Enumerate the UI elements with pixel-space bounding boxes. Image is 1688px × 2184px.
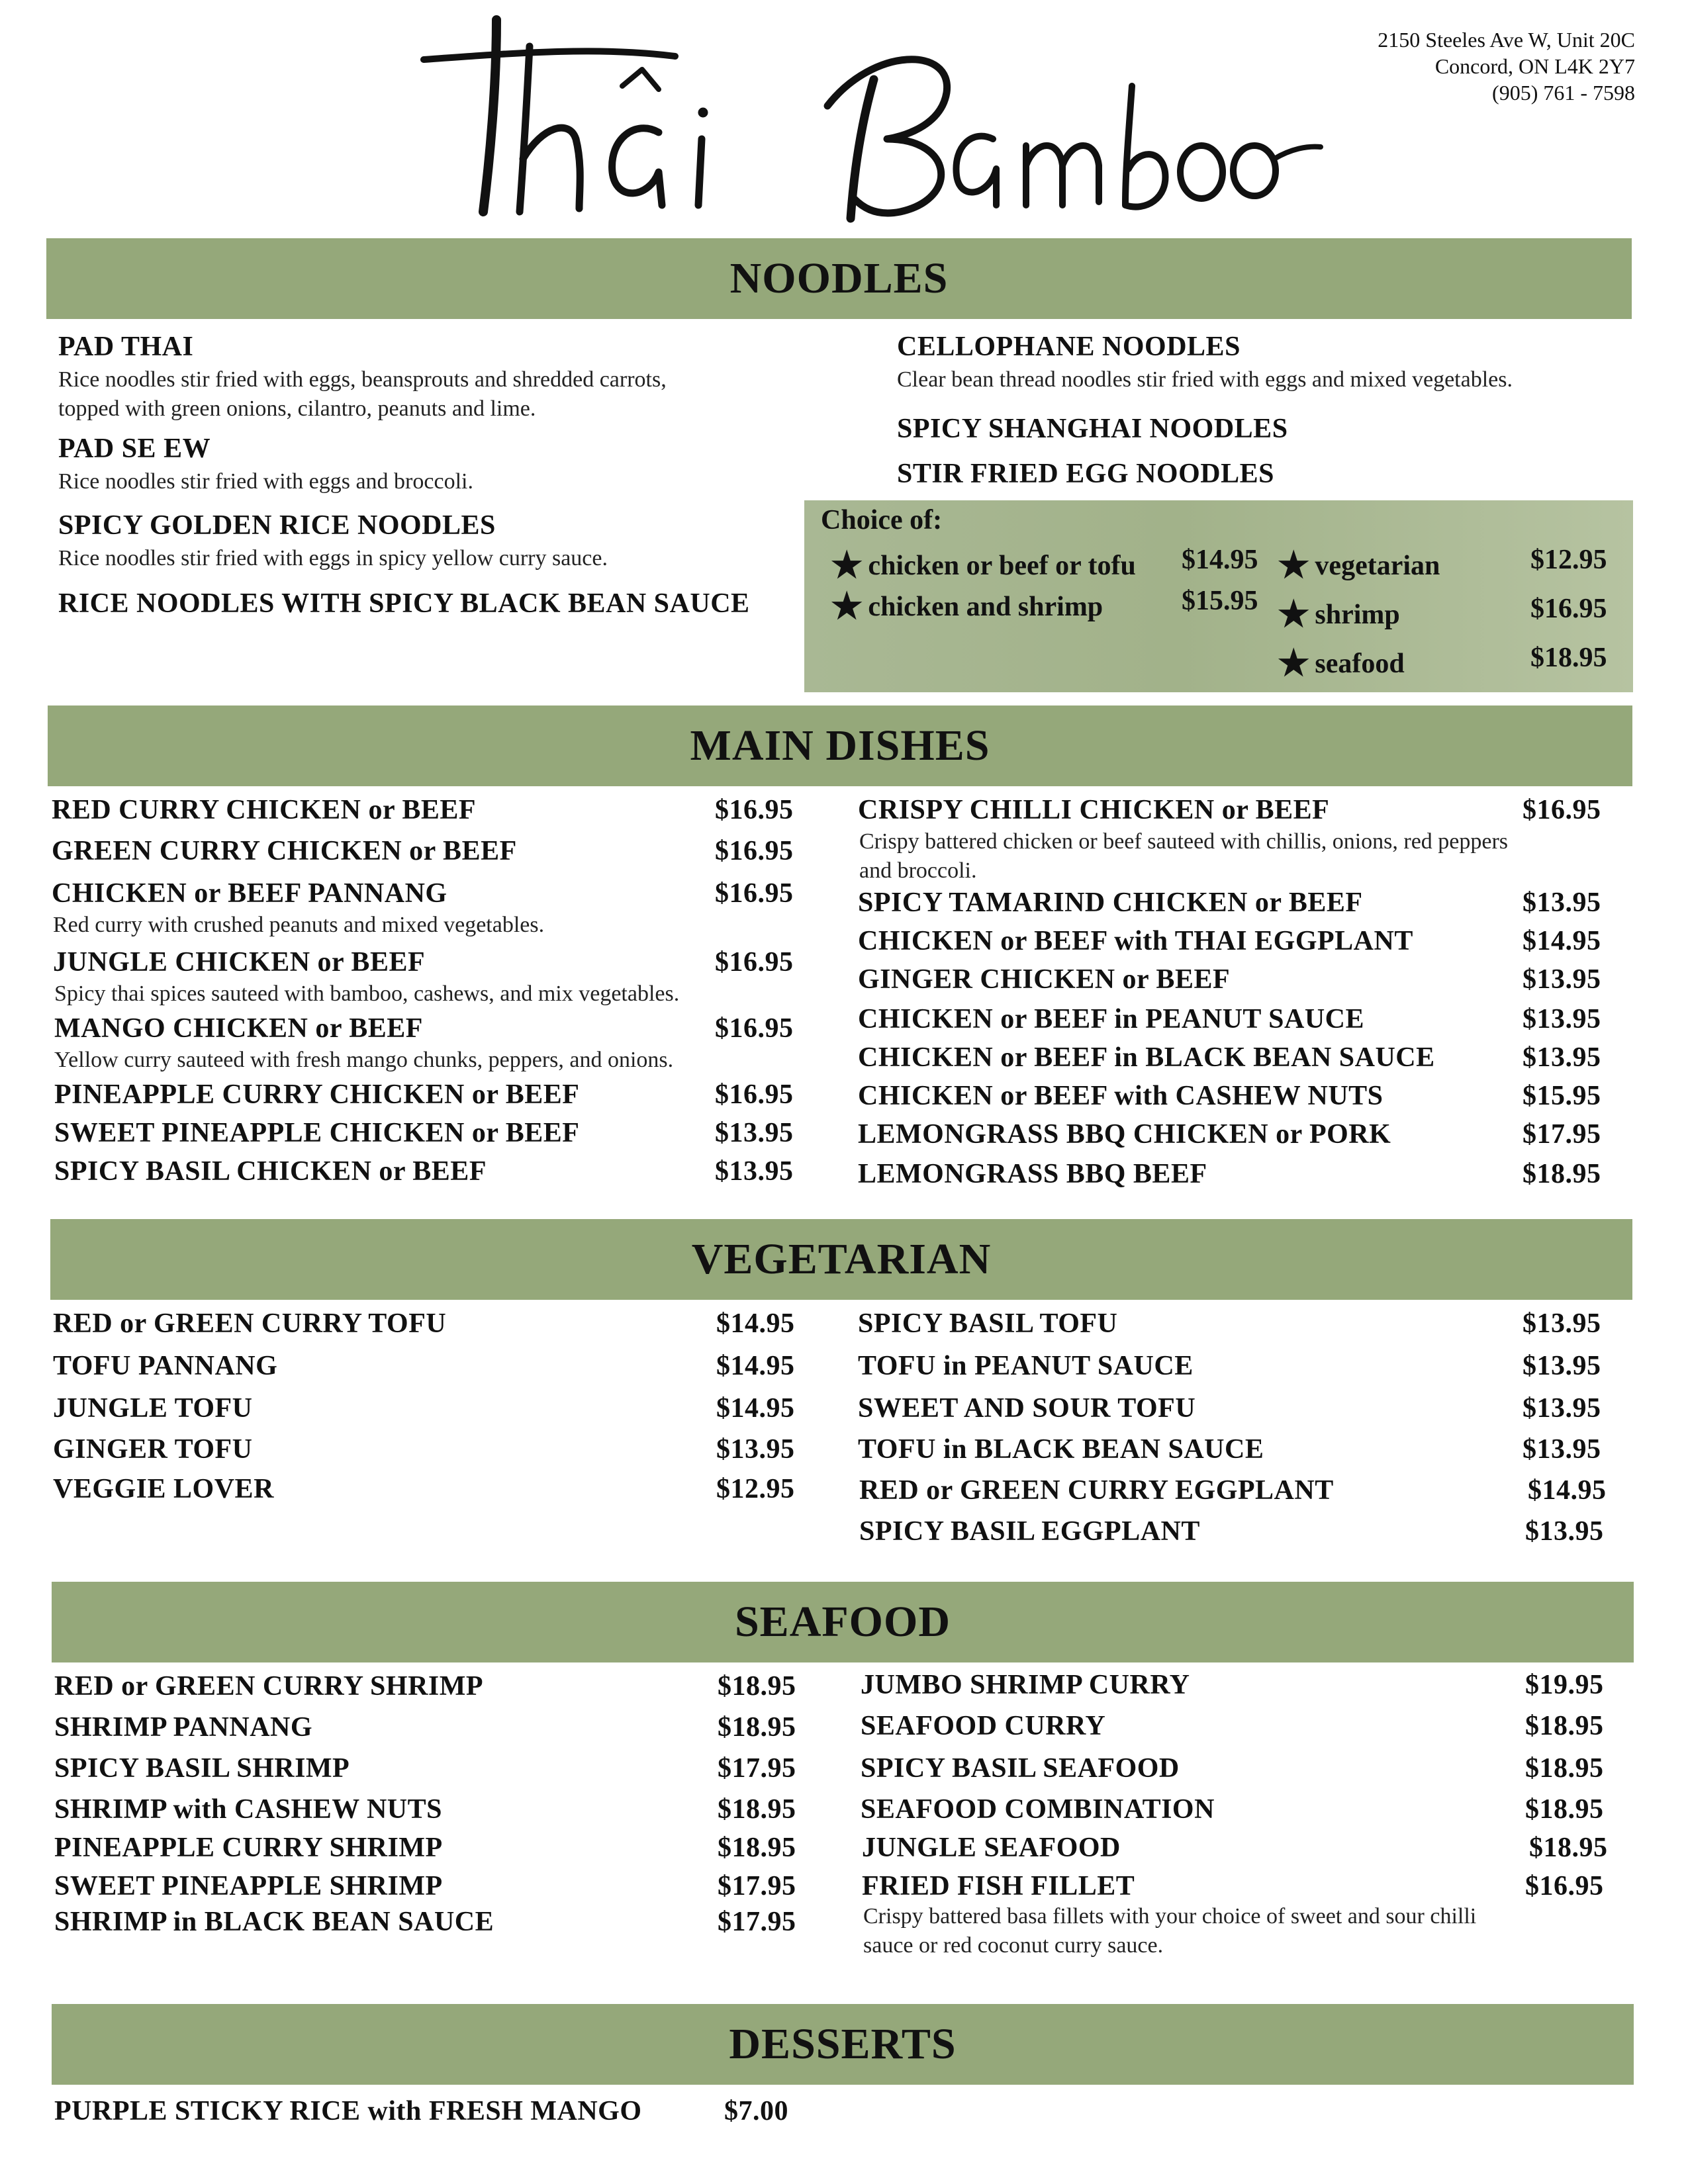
menu-item-desc: and broccoli. <box>859 858 977 883</box>
noodle-item: SPICY SHANGHAI NOODLES <box>897 414 1288 444</box>
choice-option: ★ shrimp <box>1278 594 1400 634</box>
menu-item-name: SHRIMP in BLACK BEAN SAUCE <box>54 1907 494 1937</box>
menu-item-name: GINGER CHICKEN or BEEF <box>858 964 1231 995</box>
menu-item-name: CHICKEN or BEEF with CASHEW NUTS <box>858 1081 1383 1111</box>
choice-price: $18.95 <box>1530 643 1607 673</box>
address-line1: 2150 Steeles Ave W, Unit 20C <box>1378 28 1635 52</box>
menu-item-price: $13.95 <box>715 1118 794 1148</box>
noodle-item: CELLOPHANE NOODLES <box>897 332 1241 362</box>
menu-item-price: $18.95 <box>718 1671 796 1702</box>
choice-option: ★ vegetarian <box>1278 545 1440 585</box>
menu-item-name: SPICY TAMARIND CHICKEN or BEEF <box>858 887 1363 918</box>
seafood-heading: SEAFOOD <box>734 1598 951 1646</box>
choice-price: $15.95 <box>1182 586 1258 616</box>
menu-item-price: $13.95 <box>1523 1393 1601 1424</box>
noodle-desc: Rice noodles stir fried with eggs and broccoli. <box>58 469 473 494</box>
noodle-item: PAD THAI <box>58 332 194 362</box>
star-icon: ★ <box>831 545 863 585</box>
noodle-desc: topped with green onions, cilantro, peanuts and lime. <box>58 396 536 421</box>
menu-item-price: $19.95 <box>1525 1670 1604 1700</box>
menu-item-price: $17.95 <box>1523 1119 1601 1150</box>
menu-item-desc: sauce or red coconut curry sauce. <box>863 1933 1164 1958</box>
menu-item-name: CHICKEN or BEEF in BLACK BEAN SAUCE <box>858 1042 1435 1073</box>
menu-item-name: SHRIMP PANNANG <box>54 1712 313 1743</box>
noodles-section-bar <box>46 238 1632 319</box>
noodle-item: PAD SE EW <box>58 433 211 464</box>
menu-item-price: $16.95 <box>1525 1871 1604 1901</box>
menu-item-price: $15.95 <box>1523 1081 1601 1111</box>
star-icon: ★ <box>1278 643 1310 683</box>
vegetarian-heading: VEGETARIAN <box>691 1235 992 1283</box>
menu-item-price: $13.95 <box>1525 1516 1604 1547</box>
menu-item-name: JUNGLE CHICKEN or BEEF <box>53 947 426 978</box>
star-icon: ★ <box>831 586 863 626</box>
address-line2: Concord, ON L4K 2Y7 <box>1434 54 1635 78</box>
menu-item-price: $16.95 <box>715 795 794 825</box>
menu-item-price: $18.95 <box>1525 1711 1604 1741</box>
menu-item-price: $18.95 <box>718 1833 796 1863</box>
vegetarian-section-bar <box>50 1219 1632 1300</box>
menu-item-price: $13.95 <box>715 1156 794 1187</box>
menu-item-price: $17.95 <box>718 1907 796 1937</box>
menu-item-name: RED or GREEN CURRY SHRIMP <box>54 1671 484 1702</box>
menu-item-price: $12.95 <box>716 1474 795 1504</box>
noodle-desc: Clear bean thread noodles stir fried with eggs and mixed vegetables. <box>897 367 1513 392</box>
menu-item-name: SHRIMP with CASHEW NUTS <box>54 1794 443 1825</box>
menu-item-name: TOFU PANNANG <box>53 1351 278 1381</box>
menu-item-name: SEAFOOD COMBINATION <box>861 1794 1215 1825</box>
noodle-item: RICE NOODLES WITH SPICY BLACK BEAN SAUCE <box>58 588 750 619</box>
choice-option: ★ seafood <box>1278 643 1405 683</box>
menu-item-name: SWEET AND SOUR TOFU <box>858 1393 1196 1424</box>
menu-item-price: $14.95 <box>716 1393 795 1424</box>
menu-item-price: $17.95 <box>718 1871 796 1901</box>
menu-item-name: GINGER TOFU <box>53 1434 253 1465</box>
menu-item-desc: Red curry with crushed peanuts and mixed vegetables. <box>53 913 545 937</box>
menu-item-price: $14.95 <box>716 1308 795 1339</box>
menu-item-price: $16.95 <box>715 836 794 866</box>
restaurant-address <box>1258 26 1635 106</box>
menu-item-price: $13.95 <box>1523 1308 1601 1339</box>
menu-item-name: CHICKEN or BEEF in PEANUT SAUCE <box>858 1004 1365 1034</box>
menu-item-name: TOFU in PEANUT SAUCE <box>858 1351 1194 1381</box>
menu-item-desc: Crispy battered basa fillets with your choice of sweet and sour chilli <box>863 1904 1477 1929</box>
menu-item-price: $18.95 <box>1525 1753 1604 1784</box>
menu-item-name: RED or GREEN CURRY TOFU <box>53 1308 447 1339</box>
choice-option: ★ chicken and shrimp <box>831 586 1103 626</box>
menu-item-name: LEMONGRASS BBQ BEEF <box>858 1159 1207 1189</box>
menu-item-price: $18.95 <box>1525 1794 1604 1825</box>
main-dishes-heading: MAIN DISHES <box>690 721 990 770</box>
menu-item-price: $14.95 <box>1523 926 1601 956</box>
menu-item-name: TOFU in BLACK BEAN SAUCE <box>858 1434 1264 1465</box>
choice-price: $12.95 <box>1530 545 1607 575</box>
menu-item-name: SPICY BASIL EGGPLANT <box>859 1516 1200 1547</box>
menu-item-name: VEGGIE LOVER <box>53 1474 274 1504</box>
menu-item-name: SWEET PINEAPPLE SHRIMP <box>54 1871 443 1901</box>
star-icon: ★ <box>1278 594 1310 634</box>
menu-item-price: $13.95 <box>1523 1004 1601 1034</box>
menu-item-name: GREEN CURRY CHICKEN or BEEF <box>52 836 517 866</box>
menu-item-name: SEAFOOD CURRY <box>861 1711 1106 1741</box>
menu-item-price: $7.00 <box>724 2096 788 2126</box>
main-dishes-section-bar <box>48 705 1632 786</box>
choice-price: $16.95 <box>1530 594 1607 624</box>
menu-item-desc: Crispy battered chicken or beef sauteed with chillis, onions, red peppers <box>859 829 1509 854</box>
menu-item-price: $16.95 <box>715 878 794 909</box>
menu-item-price: $16.95 <box>715 1013 794 1044</box>
menu-item-name: JUNGLE TOFU <box>53 1393 253 1424</box>
noodle-item: SPICY GOLDEN RICE NOODLES <box>58 510 496 541</box>
menu-item-price: $18.95 <box>718 1794 796 1825</box>
menu-item-name: SPICY BASIL SHRIMP <box>54 1753 350 1784</box>
menu-item-price: $14.95 <box>716 1351 795 1381</box>
menu-item-price: $16.95 <box>715 1079 794 1110</box>
menu-item-name: MANGO CHICKEN or BEEF <box>54 1013 423 1044</box>
menu-item-name: JUMBO SHRIMP CURRY <box>861 1670 1190 1700</box>
menu-item-name: JUNGLE SEAFOOD <box>862 1833 1121 1863</box>
menu-item-name: PINEAPPLE CURRY SHRIMP <box>54 1833 443 1863</box>
menu-item-price: $13.95 <box>1523 887 1601 918</box>
menu-item-price: $18.95 <box>1529 1833 1608 1863</box>
menu-item-price: $13.95 <box>716 1434 795 1465</box>
menu-item-price: $17.95 <box>718 1753 796 1784</box>
menu-item-price: $13.95 <box>1523 1042 1601 1073</box>
choice-option: ★ chicken or beef or tofu <box>831 545 1136 585</box>
menu-item-name: SWEET PINEAPPLE CHICKEN or BEEF <box>54 1118 580 1148</box>
menu-item-name: PURPLE STICKY RICE with FRESH MANGO <box>54 2096 642 2126</box>
menu-item-price: $18.95 <box>718 1712 796 1743</box>
menu-item-name: FRIED FISH FILLET <box>862 1871 1135 1901</box>
noodle-desc: Rice noodles stir fried with eggs, beansprouts and shredded carrots, <box>58 367 667 392</box>
menu-item-name: RED or GREEN CURRY EGGPLANT <box>859 1475 1334 1506</box>
desserts-heading: DESSERTS <box>729 2020 957 2068</box>
menu-item-name: LEMONGRASS BBQ CHICKEN or PORK <box>858 1119 1391 1150</box>
menu-item-name: PINEAPPLE CURRY CHICKEN or BEEF <box>54 1079 580 1110</box>
menu-item-name: SPICY BASIL CHICKEN or BEEF <box>54 1156 487 1187</box>
seafood-section-bar <box>52 1582 1634 1662</box>
phone-number: (905) 761 - 7598 <box>1492 81 1635 105</box>
menu-item-name: SPICY BASIL SEAFOOD <box>861 1753 1180 1784</box>
menu-item-name: CHICKEN or BEEF with THAI EGGPLANT <box>858 926 1413 956</box>
menu-item-desc: Spicy thai spices sauteed with bamboo, cashews, and mix vegetables. <box>54 981 680 1006</box>
choice-price: $14.95 <box>1182 545 1258 575</box>
menu-item-price: $16.95 <box>715 947 794 978</box>
menu-item-desc: Yellow curry sauteed with fresh mango chunks, peppers, and onions. <box>54 1048 674 1072</box>
menu-item-name: SPICY BASIL TOFU <box>858 1308 1118 1339</box>
menu-item-price: $16.95 <box>1523 795 1601 825</box>
menu-item-price: $13.95 <box>1523 964 1601 995</box>
menu-item-price: $18.95 <box>1523 1159 1601 1189</box>
choice-label: Choice of: <box>821 505 943 535</box>
menu-item-price: $13.95 <box>1523 1434 1601 1465</box>
restaurant-logo <box>397 7 1324 232</box>
noodles-heading: NOODLES <box>729 254 949 302</box>
menu-item-price: $14.95 <box>1528 1475 1607 1506</box>
desserts-section-bar <box>52 2004 1634 2085</box>
noodle-desc: Rice noodles stir fried with eggs in spicy yellow curry sauce. <box>58 546 608 570</box>
menu-item-price: $13.95 <box>1523 1351 1601 1381</box>
noodle-item: STIR FRIED EGG NOODLES <box>897 459 1274 489</box>
menu-item-name: RED CURRY CHICKEN or BEEF <box>52 795 477 825</box>
menu-item-name: CHICKEN or BEEF PANNANG <box>52 878 447 909</box>
star-icon: ★ <box>1278 545 1310 585</box>
menu-item-name: CRISPY CHILLI CHICKEN or BEEF <box>858 795 1330 825</box>
